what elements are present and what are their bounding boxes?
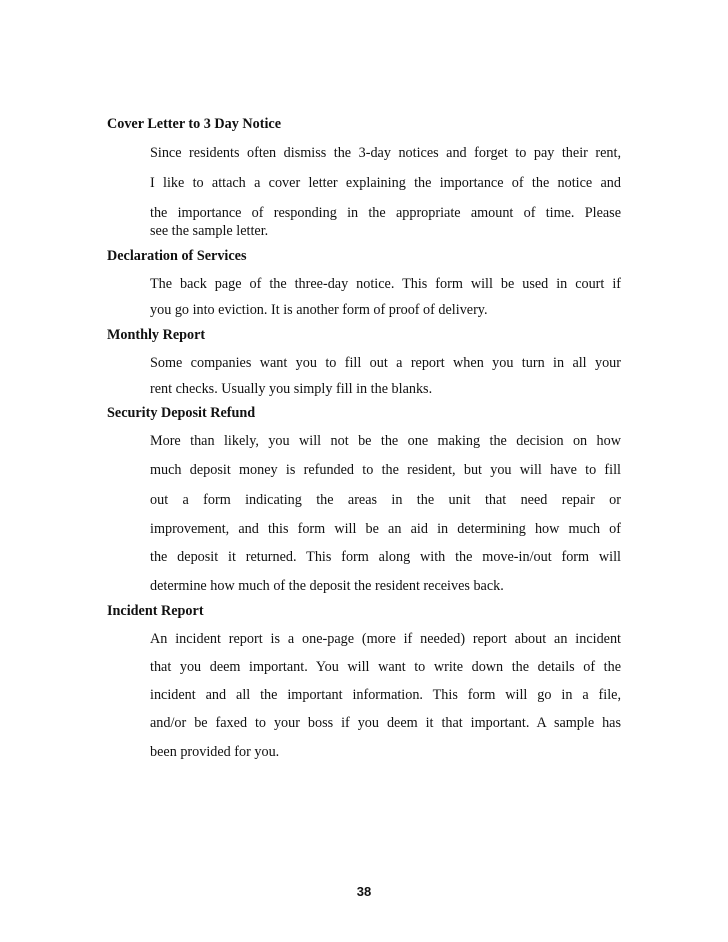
section-heading: Declaration of Services: [107, 248, 247, 264]
body-text-line: determine how much of the deposit the resident receives back.: [150, 578, 504, 594]
body-text-line: Some companies want you to fill out a report when you turn in all your: [150, 355, 621, 371]
body-text-line: see the sample letter.: [150, 223, 269, 239]
body-text-line: incident and all the important information. This form will go in a file,: [150, 687, 621, 703]
body-text-line: An incident report is a one-page (more if needed) report about an incident: [150, 631, 621, 647]
body-text-line: More than likely, you will not be the one making the decision on how: [150, 433, 621, 449]
section-heading: Cover Letter to 3 Day Notice: [107, 116, 281, 132]
body-text-line: you go into eviction. It is another form of proof of delivery.: [150, 302, 488, 318]
body-text-line: much deposit money is refunded to the resident, but you will have to fill: [150, 462, 621, 478]
body-text-line: rent checks. Usually you simply fill in the blanks.: [150, 381, 433, 397]
page-number: 38: [356, 884, 372, 899]
body-text-line: and/or be faxed to your boss if you deem it that important. A sample has: [150, 715, 621, 731]
section-heading: Security Deposit Refund: [107, 405, 256, 421]
body-text-line: The back page of the three-day notice. This form will be used in court if: [150, 276, 621, 292]
section-heading: Monthly Report: [107, 327, 206, 343]
body-text-line: improvement, and this form will be an aid in determining how much of: [150, 521, 621, 537]
body-text-line: that you deem important. You will want to write down the details of the: [150, 659, 621, 675]
body-text-line: been provided for you.: [150, 744, 280, 760]
body-text-line: out a form indicating the areas in the unit that need repair or: [150, 492, 621, 508]
section-heading: Incident Report: [107, 603, 204, 619]
body-text-line: the deposit it returned. This form along with the move-in/out form will: [150, 549, 621, 565]
body-text-line: Since residents often dismiss the 3-day notices and forget to pay their rent,: [150, 145, 621, 161]
body-text-line: the importance of responding in the appropriate amount of time. Please: [150, 205, 621, 221]
body-text-line: I like to attach a cover letter explaining the importance of the notice and: [150, 175, 621, 191]
